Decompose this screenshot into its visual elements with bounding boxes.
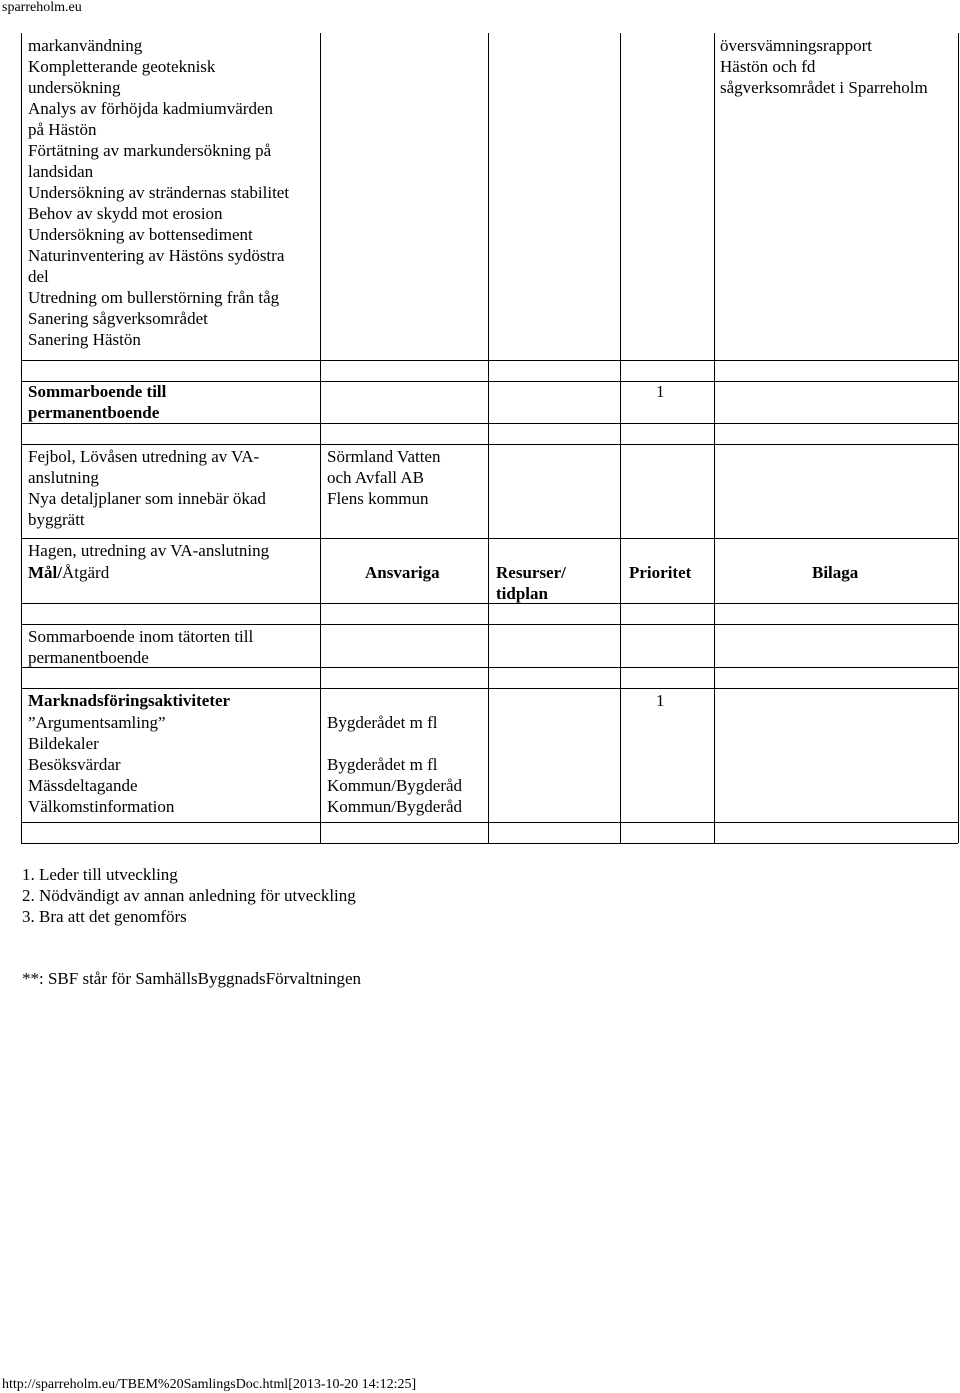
action-text: på Hästön xyxy=(28,120,97,139)
responsible-text: Kommun/Bygderåd xyxy=(327,797,463,816)
column-header-resources-line: tidplan xyxy=(496,584,548,603)
responsible-list xyxy=(327,712,462,817)
row-divider xyxy=(21,603,958,604)
row-divider xyxy=(21,423,958,424)
column-header-goal xyxy=(28,562,109,583)
priority-legend xyxy=(22,864,356,927)
action-text: ”Argumentsamling” xyxy=(28,713,166,732)
column-divider xyxy=(320,33,321,843)
action-text: Hagen, utredning av VA-anslutning xyxy=(28,541,270,560)
action-text: Sanering Hästön xyxy=(28,330,141,349)
legend-item: 3. Bra att det genomförs xyxy=(22,907,187,926)
table-border-left xyxy=(21,33,22,843)
column-header-appendix: Bilaga xyxy=(812,563,859,582)
action-text: Utredning om bullerstörning från tåg xyxy=(28,288,280,307)
goal-text-line: Sommarboende inom tätorten till xyxy=(28,627,254,646)
action-item xyxy=(28,446,266,530)
column-header-goal-bold: Mål/ xyxy=(28,563,62,582)
column-divider xyxy=(714,33,715,843)
goal-text xyxy=(28,626,253,668)
responsible-text xyxy=(327,733,462,754)
action-text: Kompletterande geoteknisk xyxy=(28,57,216,76)
goal-text-line: permanentboende xyxy=(28,648,149,667)
row-divider xyxy=(21,688,958,689)
row-divider xyxy=(21,360,958,361)
action-list xyxy=(28,712,174,817)
action-text: markanvändning xyxy=(28,36,143,55)
responsible-cell xyxy=(327,446,440,509)
action-text: Undersökning av strändernas stabilitet xyxy=(28,183,290,202)
goal-heading xyxy=(28,381,166,423)
column-header-resources-line: Resurser/ xyxy=(496,563,566,582)
column-header-priority: Prioritet xyxy=(629,563,692,582)
action-text: byggrätt xyxy=(28,510,85,529)
table-border-right xyxy=(958,33,959,843)
action-text: del xyxy=(28,267,49,286)
row-divider xyxy=(21,444,958,445)
action-text: Sanering sågverksområdet xyxy=(28,309,208,328)
page-footer-url: http://sparreholm.eu/TBEM%20SamlingsDoc.html[2013-10-20 14:12:25] xyxy=(2,1377,417,1392)
responsible-text: och Avfall AB xyxy=(327,468,424,487)
responsible-text: Flens kommun xyxy=(327,489,429,508)
row-divider xyxy=(21,538,958,539)
action-text: Välkomstinformation xyxy=(28,797,175,816)
responsible-text: Bygderådet m fl xyxy=(327,755,438,774)
action-text: Förtätning av markundersökning på xyxy=(28,141,272,160)
appendix-line: sågverksområdet i Sparreholm xyxy=(720,78,928,97)
action-text: Nya detaljplaner som innebär ökad xyxy=(28,489,266,508)
action-text: undersökning xyxy=(28,78,121,97)
goal-heading: Marknadsföringsaktiviteter xyxy=(28,691,231,710)
row-divider xyxy=(21,624,958,625)
action-text: Bildekaler xyxy=(28,734,99,753)
appendix-text xyxy=(720,35,928,98)
action-text: Naturinventering av Hästöns sydöstra xyxy=(28,246,285,265)
column-header-responsible: Ansvariga xyxy=(365,563,440,582)
appendix-line: Hästön och fd xyxy=(720,57,816,76)
goal-heading-line: permanentboende xyxy=(28,403,160,422)
table-border-bottom xyxy=(21,843,958,844)
priority-value: 1 xyxy=(656,382,665,401)
column-header-resources xyxy=(496,562,566,604)
legend-item: 1. Leder till utveckling xyxy=(22,865,178,884)
responsible-text: Kommun/Bygderåd xyxy=(327,776,463,795)
goal-heading-line: Sommarboende till xyxy=(28,382,167,401)
column-divider xyxy=(620,33,621,843)
action-text: anslutning xyxy=(28,468,99,487)
row-divider xyxy=(21,822,958,823)
column-header-goal-rest: Åtgärd xyxy=(62,563,110,582)
action-text: Mässdeltagande xyxy=(28,776,138,795)
action-text: Behov av skydd mot erosion xyxy=(28,204,223,223)
action-text: Fejbol, Lövåsen utredning av VA- xyxy=(28,447,260,466)
action-text: Analys av förhöjda kadmiumvärden xyxy=(28,99,274,118)
legend-item: 2. Nödvändigt av annan anledning för utveckling xyxy=(22,886,356,905)
column-divider xyxy=(488,33,489,843)
priority-value: 1 xyxy=(656,691,665,710)
action-list xyxy=(28,35,289,350)
site-header: sparreholm.eu xyxy=(2,0,82,15)
action-text: landsidan xyxy=(28,162,94,181)
appendix-line: översvämningsrapport xyxy=(720,36,873,55)
action-text: Undersökning av bottensediment xyxy=(28,225,253,244)
abbreviation-note: **: SBF står för SamhällsByggnadsFörvaltningen xyxy=(22,969,362,988)
responsible-text: Bygderådet m fl xyxy=(327,713,438,732)
responsible-text: Sörmland Vatten xyxy=(327,447,441,466)
action-text: Besöksvärdar xyxy=(28,755,121,774)
